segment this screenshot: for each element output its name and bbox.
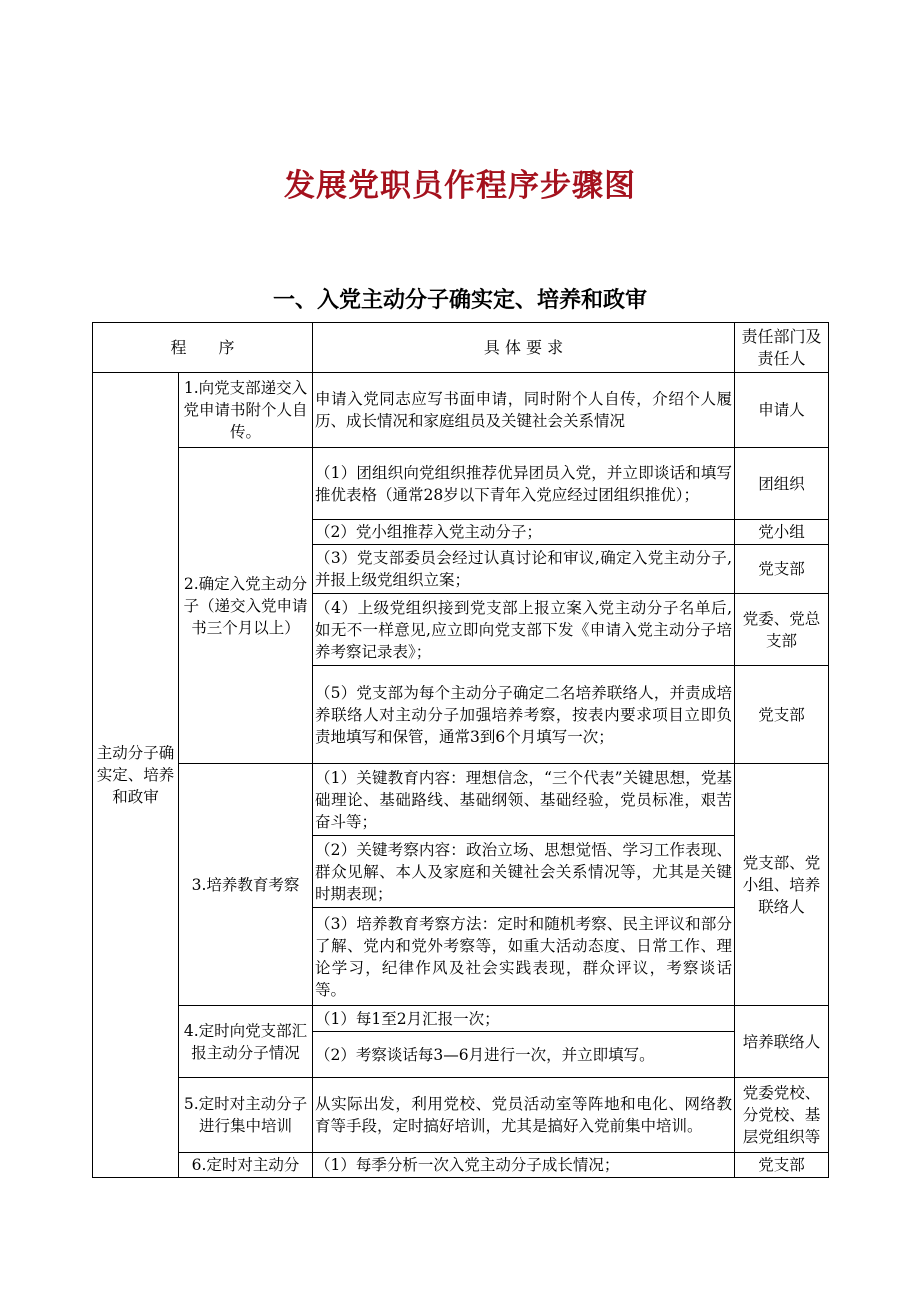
requirement-5: 从实际出发，利用党校、党员活动室等阵地和电化、网络教育等手段，定时搞好培训，尤其是搞好入党前集中培训。 [313, 1078, 735, 1153]
table-row [93, 1006, 829, 1032]
stage-label: 主动分子确实定、培养和政审 [93, 373, 179, 1178]
requirement-2-1: （1）团组织向党组织推荐优异团员入党，并立即谈话和填写推优表格（通常28岁以下青年入党应经过团组织推优）； [313, 448, 735, 520]
requirement-2-2: （2）党小组推荐入党主动分子； [313, 520, 735, 545]
responsible-1: 申请人 [735, 373, 829, 448]
responsible-2-2: 党小组 [735, 520, 829, 545]
section-title: 一、入党主动分子确实定、培养和政审 [272, 288, 647, 313]
requirement-6-1: （1）每季分析一次入党主动分子成长情况； [313, 1153, 735, 1178]
responsible-4: 培养联络人 [735, 1006, 829, 1078]
table-row [93, 1078, 829, 1153]
requirement-2-4: （4）上级党组织接到党支部上报立案入党主动分子名单后,如无不一样意见,应立即向党支部下发《申请入党主动分子培养考察记录表》； [313, 594, 735, 666]
requirement-4-2: （2）考察谈话每3—6月进行一次，并立即填写。 [313, 1032, 735, 1078]
step-5: 5.定时对主动分子进行集中培训 [179, 1078, 313, 1153]
header-procedure: 程 序 [93, 323, 313, 373]
table-row [93, 764, 829, 836]
step-3: 3.培养教育考察 [179, 764, 313, 1006]
requirement-1: 申请入党同志应写书面申请，同时附个人自传，介绍个人履历、成长情况和家庭组员及关键社会关系情况 [313, 373, 735, 448]
requirement-2-3: （3）党支部委员会经过认真讨论和审议,确定入党主动分子,并报上级党组织立案； [313, 545, 735, 594]
responsible-6: 党支部 [735, 1153, 829, 1178]
table-row [93, 373, 829, 448]
requirement-3-2: （2）关键考察内容：政治立场、思想觉悟、学习工作表现、群众见解、本人及家庭和关键社会关系情况等，尤其是关键时期表现； [313, 836, 735, 908]
responsible-2-5: 党支部 [735, 666, 829, 764]
step-6: 6.定时对主动分 [179, 1153, 313, 1178]
header-requirements: 具 体 要 求 [313, 323, 735, 373]
step-1: 1.向党支部递交入党申请书附个人自传。 [179, 373, 313, 448]
responsible-3: 党支部、党小组、培养联络人 [735, 764, 829, 1006]
table-row [93, 1153, 829, 1178]
page-title: 发展党职员作程序步骤图 [284, 168, 636, 204]
requirement-3-3: （3）培养教育考察方法：定时和随机考察、民主评议和部分了解、党内和党外考察等，如重大活动态度、日常工作、理论学习，纪律作风及社会实践表现，群众评议，考察谈话等。 [313, 908, 735, 1006]
requirement-3-1: （1）关键教育内容：理想信念，“三个代表”关键思想，党基础理论、基础路线、基础纲领、基础经验，党员标准，艰苦奋斗等； [313, 764, 735, 836]
table-header-row [93, 323, 829, 373]
requirement-4-1: （1）每1至2月汇报一次； [313, 1006, 735, 1032]
header-responsible: 责任部门及责任人 [735, 323, 829, 373]
responsible-5: 党委党校、分党校、基层党组织等 [735, 1078, 829, 1153]
table-row [93, 448, 829, 520]
responsible-2-1: 团组织 [735, 448, 829, 520]
requirement-2-5: （5）党支部为每个主动分子确定二名培养联络人，并责成培养联络人对主动分子加强培养考察，按表内要求项目立即负责地填写和保管，通常3到6个月填写一次； [313, 666, 735, 764]
responsible-2-3: 党支部 [735, 545, 829, 594]
step-2: 2.确定入党主动分子（递交入党申请书三个月以上） [179, 448, 313, 764]
step-4: 4.定时向党支部汇报主动分子情况 [179, 1006, 313, 1078]
procedure-table [92, 322, 829, 1178]
responsible-2-4: 党委、党总支部 [735, 594, 829, 666]
